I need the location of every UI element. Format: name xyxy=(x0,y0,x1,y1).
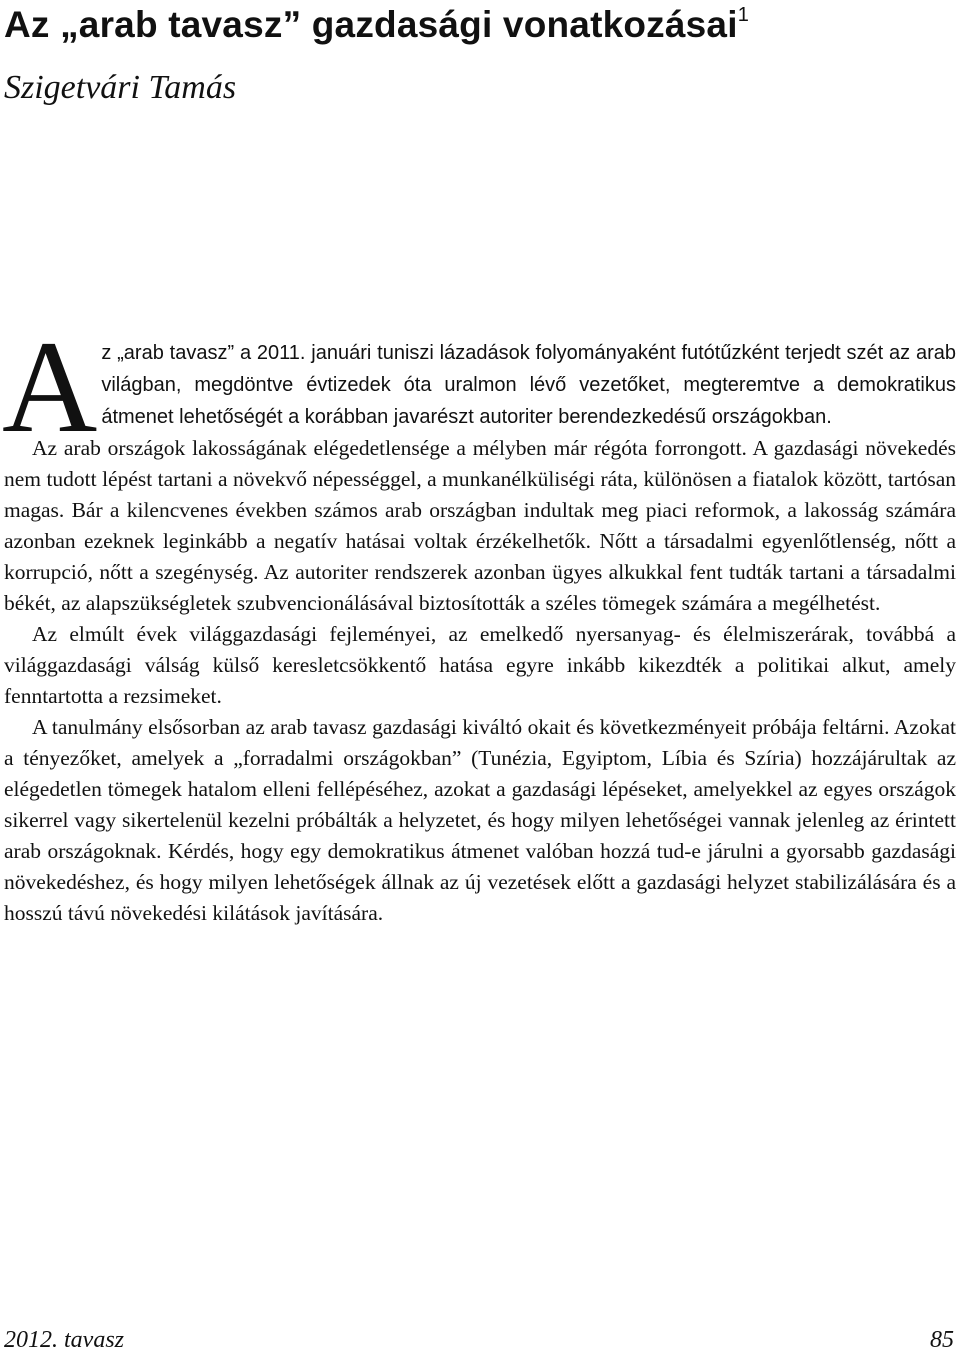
body-paragraph-2: Az elmúlt évek világgazdasági fejleményei, az emelkedő nyersanyag- és élelmiszerárak, továbbá a világgazdasági válság külső keresletcsökkentő hatása egyre inkább kikezdték a politikai alkut, amely fenntartotta a rezsimeket. xyxy=(4,622,956,708)
drop-cap: A xyxy=(2,313,98,460)
article-body xyxy=(2,313,956,929)
lead-paragraph-text: z „arab tavasz” a 2011. januári tuniszi lázadások folyományaként futótűzként terjedt szét az arab világban, megdöntve évtizedek óta uralmon lévő vezetőket, megteremtve a demokratikus átmenet lehetőségét a korábban javarészt autoriter berendezkedésű országokban. xyxy=(101,342,956,428)
body-paragraph-3: A tanulmány elsősorban az arab tavasz gazdasági kiváltó okait és következményeit próbája feltárni. Azokat a tényezőket, amelyek a „forradalmi országokban” (Tunézia, Egyiptom, Líbia és Szíria) hozzájárultak az elégedetlen tömegek hatalom elleni fellépéséhez, azokat a gazdasági lépéseket, amelyekkel az egyes országok sikerrel vagy sikertelenül kezelni próbálták a helyzetet, és hogy milyen lehetőségei vannak jelenleg az érintett arab országoknak. Kérdés, hogy egy demokratikus átmenet valóban hozzá tud-e járulni a gyorsabb gazdasági növekedéshez, és hogy milyen lehetőségek állnak az új vezetések előtt a gazdasági helyzet stabilizálására és a hosszú távú növekedési kilátások javítására. xyxy=(4,715,956,925)
article-title-text: Az „arab tavasz” gazdasági vonatkozásai xyxy=(4,4,738,45)
lead-paragraph xyxy=(2,313,956,460)
article-author: Szigetvári Tamás xyxy=(4,69,237,106)
footer-issue: 2012. tavasz xyxy=(4,1327,124,1353)
body-paragraph-1: Az arab országok lakosságának elégedetlensége a mélyben már régóta forrongott. A gazdasági növekedés nem tudott lépést tartani a növekvő népességgel, a munkanélküliségi ráta, különösen a fiatalok között, tartósan magas. Bár a kilencvenes években számos arab országban indultak meg piaci reformok, a lakosság számára azonban ezeknek leginkább a negatív hatásai voltak érzékelhetők. Nőtt a társadalmi egyenlőtlenség, nőtt a korrupció, nőtt a szegénység. Az autoriter rendszerek azonban ügyes alkukkal fent tudták tartani a társadalmi békét, az alapszükségletek szubvencionálásával biztosították a széles tömegek számára a megélhetést. xyxy=(4,436,956,615)
article-title xyxy=(4,4,749,46)
footer-page-number: 85 xyxy=(930,1327,954,1353)
footnote-marker: 1 xyxy=(737,4,750,26)
